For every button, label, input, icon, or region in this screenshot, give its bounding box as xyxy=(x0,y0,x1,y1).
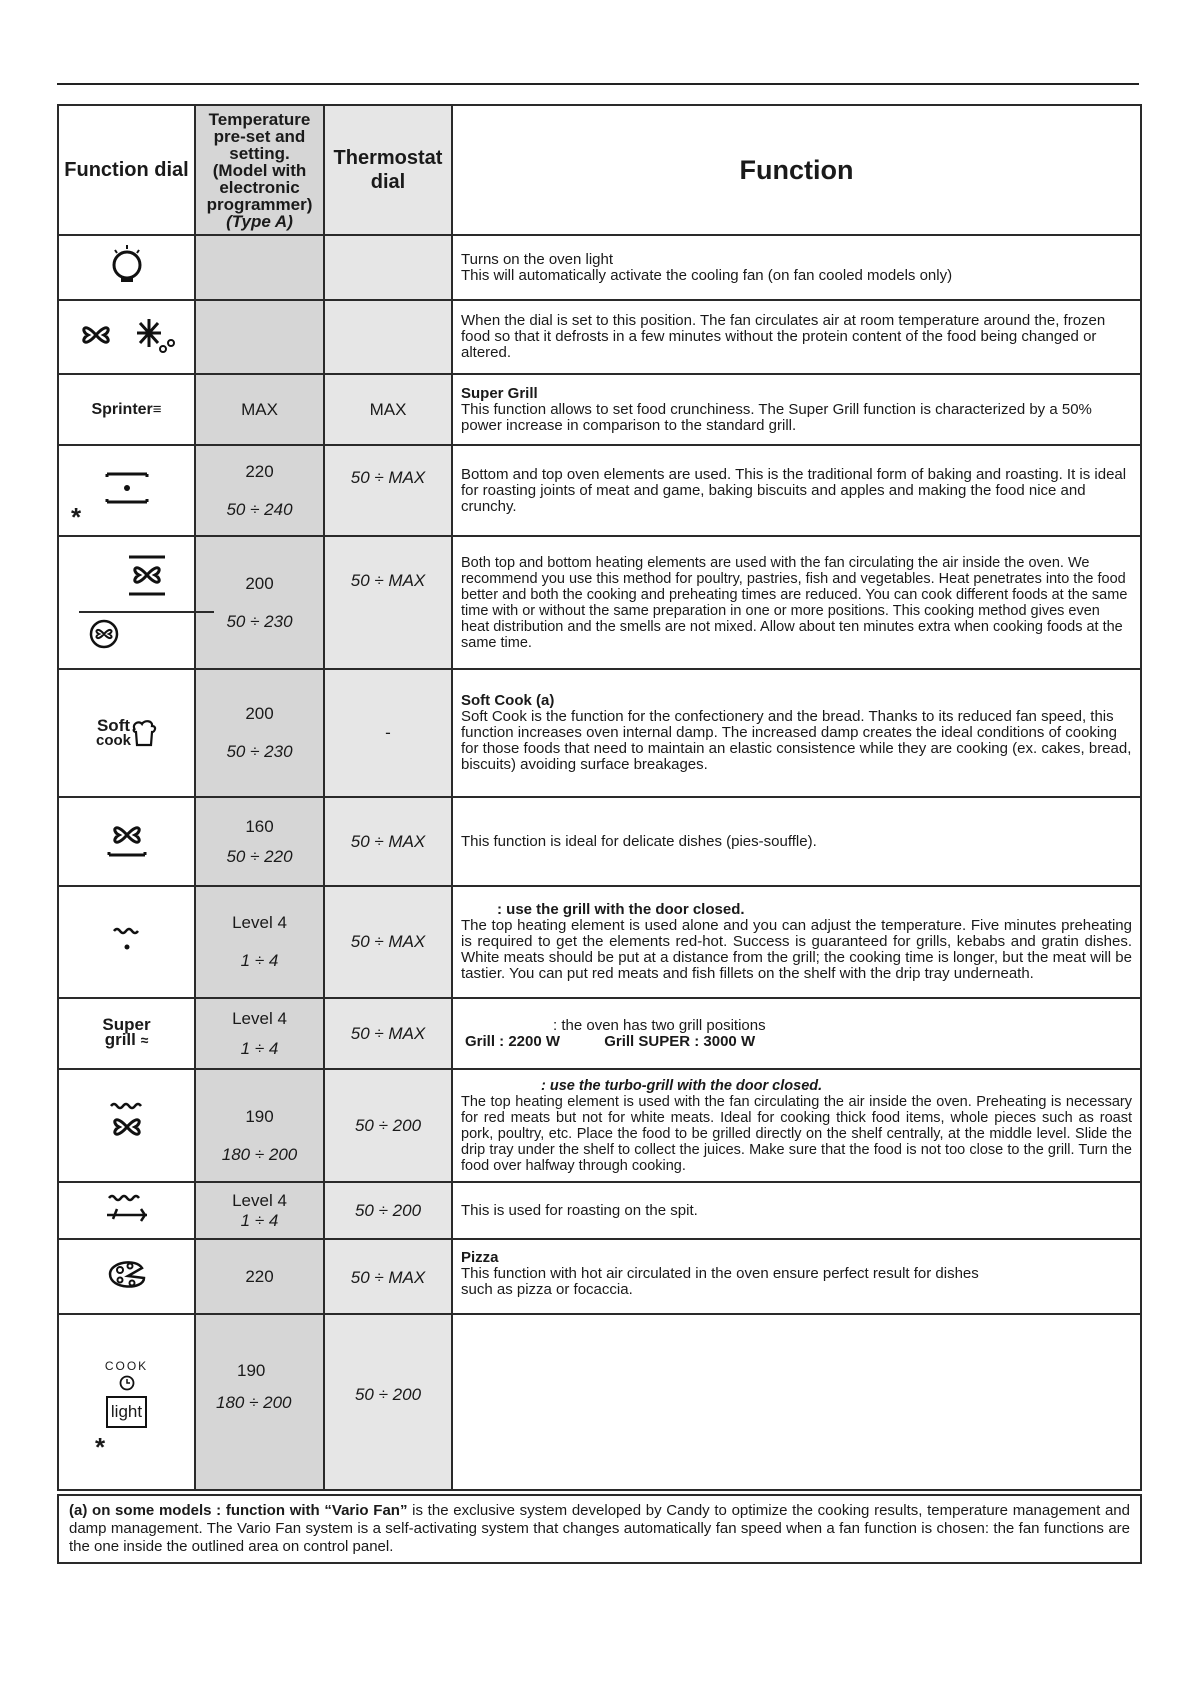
grill-thermo: 50 ÷ MAX xyxy=(324,886,452,998)
header-row xyxy=(58,105,1141,235)
grill-temp: Level 4 xyxy=(232,913,287,932)
defrost-desc: When the dial is set to this position. The fan circulates air at room temperature around the, frozen food so that it defrosts in a few minutes without the protein content of the food being changed or altered. xyxy=(452,300,1141,374)
spit-range: 1 ÷ 4 xyxy=(240,1210,279,1230)
sprinter-title: Super Grill xyxy=(461,384,538,402)
sprinter-icon: Sprinter≡ xyxy=(91,400,162,418)
footnote xyxy=(57,1494,1142,1564)
table-row xyxy=(58,797,1141,886)
super-grill-power-1: Grill : 2200 W xyxy=(465,1032,561,1050)
table-row xyxy=(58,445,1141,536)
super-grill-range: 1 ÷ 4 xyxy=(240,1038,279,1058)
sprinter-thermo: MAX xyxy=(324,374,452,445)
cook-light-star: * xyxy=(95,1432,106,1462)
header-temp-line1: Temperature pre-set and setting. xyxy=(208,109,311,163)
super-grill-temp: Level 4 xyxy=(232,1008,287,1028)
defrost-snowflake-icon xyxy=(133,342,177,359)
super-grill-icon: Super grill ≈ xyxy=(102,1015,151,1049)
super-grill-label-2: grill xyxy=(104,1030,136,1049)
table-row xyxy=(58,1239,1141,1314)
pizza-title: Pizza xyxy=(461,1249,499,1266)
super-grill-label-1: Super xyxy=(102,1015,151,1034)
soft-cook-label-2: cook xyxy=(95,732,131,749)
header-temp-line2: (Model with electronic programmer) xyxy=(206,160,313,214)
cook-light-label-2: light xyxy=(106,1396,147,1428)
header-temp-line3: (Type A) xyxy=(226,211,293,231)
soft-cook-thermo: - xyxy=(324,669,452,797)
header-function-dial: Function dial xyxy=(58,105,195,235)
soft-cook-label-1: Soft xyxy=(96,716,131,735)
soft-cook-title: Soft Cook (a) xyxy=(461,692,555,709)
fan-bottom-temp: 160 xyxy=(245,816,274,836)
sprinter-temp: MAX xyxy=(195,374,324,445)
turbo-grill-desc: The top heating element is used with the fan circulating the air inside the oven. Preheating is necessary for red meats but not for white meats. Ideal for cooking thick food items, whole pieces such as roast pork, poultry, etc. Place the food to be grilled directly on the shelf centrally, at the middle level. Slide the drip tray under the shelf to collect the juices. Make sure that the food is not too close to the grill. Turn the food over halfway through cooking. xyxy=(461,1093,1132,1174)
static-temp: 220 xyxy=(245,461,274,481)
fan-top-bottom-icon xyxy=(125,585,169,602)
cook-light-thermo: 50 ÷ 200 xyxy=(324,1314,452,1490)
table-row xyxy=(58,1314,1141,1490)
header-thermostat-dial: Thermostat dial xyxy=(324,105,452,235)
pizza-thermo: 50 ÷ MAX xyxy=(324,1239,452,1314)
grill-desc: The top heating element is used alone and you can adjust the temperature. Five minutes preheating is required to get the elements red-hot. Success is guaranteed for grills, kebabs and gratin dishes. White meats should be put at a distance from the grill; the cooking time is longer, but the meat will be tastier. You can put red meats and fish fillets on the shelf with the drip tray underneath. xyxy=(461,917,1132,982)
grill-title: : use the grill with the door closed. xyxy=(497,901,745,918)
fan-circle-icon xyxy=(89,636,119,653)
turbo-grill-temp: 190 xyxy=(245,1106,274,1126)
table-row xyxy=(58,998,1141,1069)
soft-cook-desc: Soft Cook is the function for the confectionery and the bread. Thanks to its reduced fan speed, this function increases oven internal damp. The increased damp creates the ideal conditions of cooking for those foods that need to maintain an elastic consistence while they are cooking (ex. cakes, bread, biscuits) avoiding surface breakages. xyxy=(461,708,1132,773)
fan-forced-temp: 200 xyxy=(245,573,274,593)
header-temperature xyxy=(195,105,324,235)
super-grill-line1: : the oven has two grill positions xyxy=(553,1016,766,1034)
spit-thermo: 50 ÷ 200 xyxy=(324,1182,452,1239)
pizza-temp: 220 xyxy=(195,1239,324,1314)
fan-forced-desc: Both top and bottom heating elements are used with the fan circulating the air inside the oven. We recommend you use this method for poultry, pastries, fish and vegetables. Heat penetrates into the food better and both the cooking and preheating times are reduced. You can cook different foods at the same time with or without the same preparation in one or more positions. This cooking method gives even heat distribution and the smells are not mixed. Allow about ten minutes extra when cooking foods at the same time. xyxy=(452,536,1141,669)
pizza-desc: This function with hot air circulated in the oven ensure perfect result for dishes such as pizza or focaccia. xyxy=(461,1265,979,1298)
soft-cook-range: 50 ÷ 230 xyxy=(226,742,293,761)
table-row xyxy=(58,300,1141,374)
super-grill-power-2: Grill SUPER : 3000 W xyxy=(604,1032,756,1050)
static-star: * xyxy=(71,502,82,532)
rotisserie-icon xyxy=(105,1210,149,1227)
turbo-grill-range: 180 ÷ 200 xyxy=(221,1144,298,1164)
table-row xyxy=(58,1069,1141,1182)
cook-light-temp: 190 xyxy=(237,1361,266,1380)
turbo-grill-icon xyxy=(107,1132,147,1149)
static-thermo: 50 ÷ MAX xyxy=(324,445,452,536)
footnote-bold: (a) on some models : function with “Vario Fan” xyxy=(69,1502,408,1519)
fan-bottom-heat-icon xyxy=(105,848,149,865)
fan-forced-range: 50 ÷ 230 xyxy=(226,611,293,631)
footnote-text: is the exclusive system developed by Candy to optimize the cooking results, temperature management and damp management. The Vario Fan system is a self-activating system that changes automatically fan speed when a fan function is chosen: the fan functions are the one inside the outlined area on control panel. xyxy=(69,1502,1130,1555)
table-row xyxy=(58,1182,1141,1239)
table-row xyxy=(58,536,1141,669)
cook-light-icon xyxy=(105,1357,148,1428)
soft-cook-temp: 200 xyxy=(245,704,274,723)
static-range: 50 ÷ 240 xyxy=(226,499,293,519)
header-function: Function xyxy=(452,105,1141,235)
table-row xyxy=(58,669,1141,797)
cook-light-range: 180 ÷ 200 xyxy=(216,1393,292,1412)
static-desc: Bottom and top oven elements are used. This is the traditional form of baking and roasting. It is ideal for roasting joints of meat and game, baking biscuits and apples and making the food nice and crunchy. xyxy=(452,445,1141,536)
table-row xyxy=(58,235,1141,300)
spit-desc: This is used for roasting on the spit. xyxy=(452,1182,1141,1239)
light-desc-1: Turns on the oven light xyxy=(461,250,614,268)
table-row xyxy=(58,374,1141,445)
sprinter-icon-label: Sprinter xyxy=(91,400,153,418)
super-grill-thermo: 50 ÷ MAX xyxy=(324,998,452,1069)
table-row xyxy=(58,886,1141,998)
turbo-grill-title: : use the turbo-grill with the door closed. xyxy=(541,1077,823,1094)
fan-bottom-range: 50 ÷ 220 xyxy=(226,846,293,866)
soft-cook-icon xyxy=(95,716,157,749)
turbo-grill-thermo: 50 ÷ 200 xyxy=(324,1069,452,1182)
fan-bottom-desc: This function is ideal for delicate dishes (pies-souffle). xyxy=(452,797,1141,886)
oven-functions-table xyxy=(57,104,1142,1491)
pizza-icon xyxy=(106,1279,148,1296)
fan-bottom-thermo: 50 ÷ MAX xyxy=(324,797,452,886)
spit-temp: Level 4 xyxy=(232,1190,287,1210)
cook-light-label-1: COOK xyxy=(104,1358,149,1373)
fan-forced-thermo: 50 ÷ MAX xyxy=(324,536,452,669)
sprinter-desc: This function allows to set food crunchiness. The Super Grill function is characterized by a 50% power increase in comparison to the standard grill. xyxy=(461,400,1092,434)
grill-icon xyxy=(112,942,142,959)
top-bottom-heat-icon xyxy=(105,497,149,514)
fan-icon xyxy=(76,342,120,359)
light-desc-2: This will automatically activate the cooling fan (on fan cooled models only) xyxy=(461,266,953,284)
grill-range: 1 ÷ 4 xyxy=(240,951,279,970)
oven-light-icon xyxy=(107,274,147,291)
top-rule xyxy=(57,83,1139,85)
